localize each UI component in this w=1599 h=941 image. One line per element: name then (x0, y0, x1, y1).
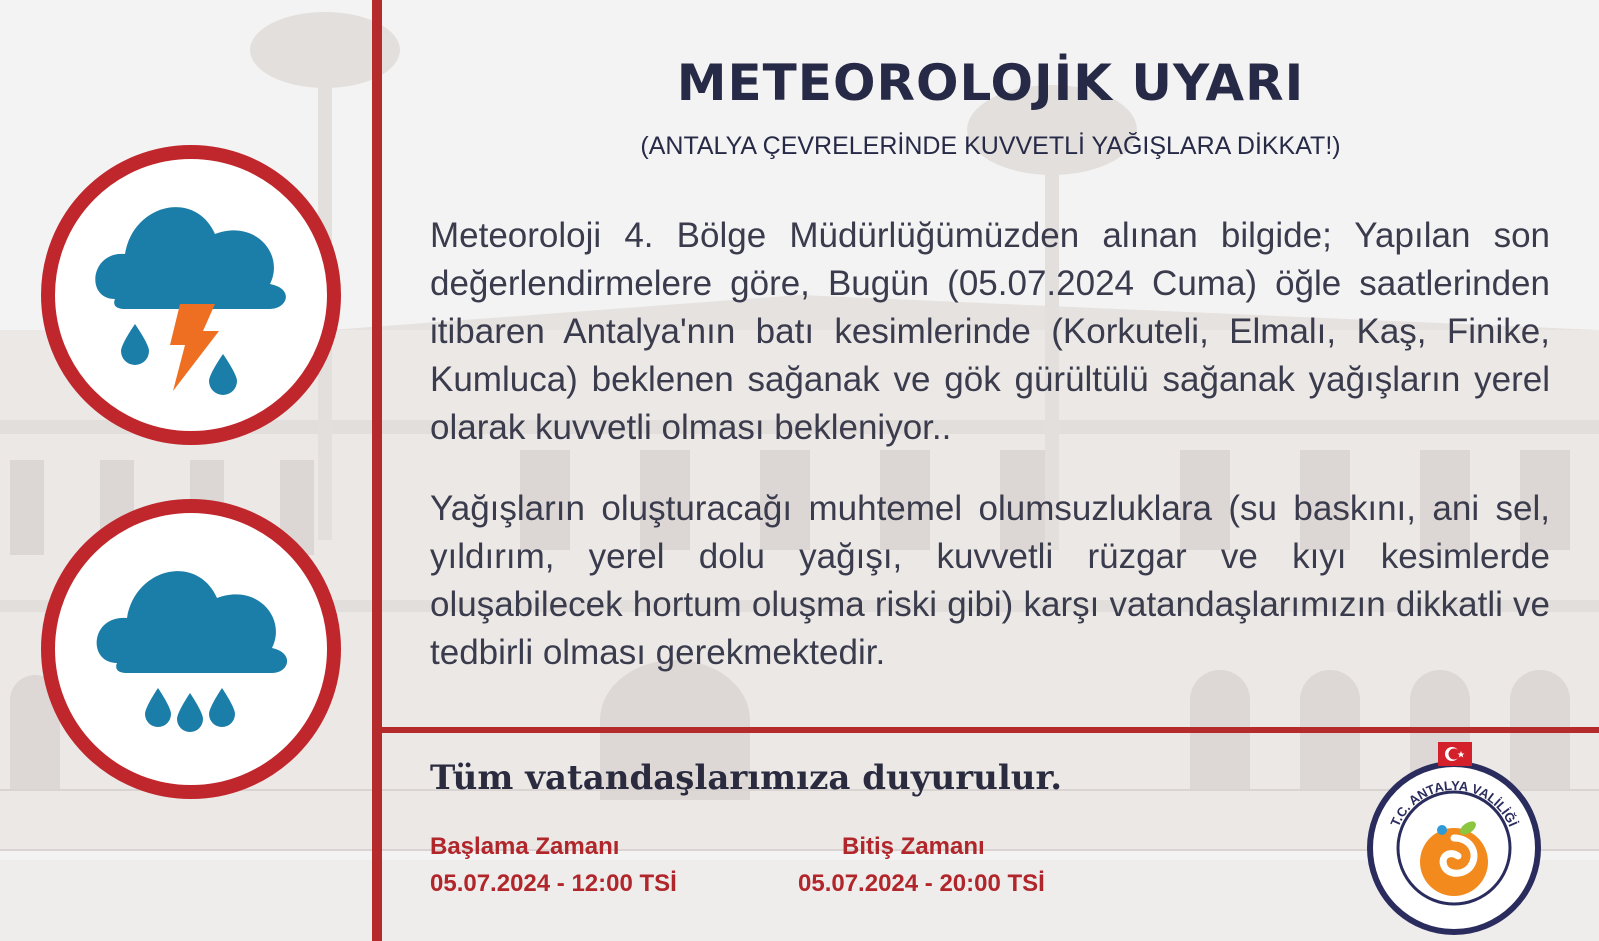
vertical-divider (372, 0, 382, 941)
page-title: METEOROLOJİK UYARI (676, 54, 1305, 112)
thunderstorm-icon (41, 145, 341, 445)
antalya-valiligi-logo (1362, 738, 1546, 938)
rain-icon (41, 499, 341, 799)
start-time-label: Başlama Zamanı (430, 833, 620, 860)
page-subtitle: (ANTALYA ÇEVRELERİNDE KUVVETLİ YAĞIŞLARA DİKKAT!) (640, 132, 1341, 160)
end-time-label: Bitiş Zamanı (842, 833, 985, 860)
warning-paragraph-1: Meteoroloji 4. Bölge Müdürlüğümüzden alınan bilgide; Yapılan son değerlendirmelere göre, Bugün (05.07.2024 Cuma) öğle saatlerinden itibaren Antalya'nın batı kesimlerinde (Korkuteli, Elmalı, Kaş, Finike, Kumluca) beklenen sağanak ve gök gürültülü sağanak yağışların yerel olarak kuvvetli olması bekleniyor.. (430, 216, 1550, 447)
logo-ring-text: T.C. ANTALYA VALİLİĞİ (1387, 777, 1521, 829)
announcement-text: Tüm vatandaşlarımıza duyurulur. (430, 758, 1063, 798)
start-time-value: 05.07.2024 - 12:00 TSİ (430, 870, 677, 897)
end-time-value: 05.07.2024 - 20:00 TSİ (798, 870, 1045, 897)
warning-paragraph-2: Yağışların oluşturacağı muhtemel olumsuzluklara (su baskını, ani sel, yıldırım, yerel dolu yağışı, kuvvetli rüzgar ve kıyı kesimlerde oluşabilecek hortum oluşma riski gibi) karşı vatandaşlarımızın dikkatli ve tedbirli olması gerekmektedir. (430, 489, 1550, 672)
horizontal-divider (382, 727, 1599, 733)
